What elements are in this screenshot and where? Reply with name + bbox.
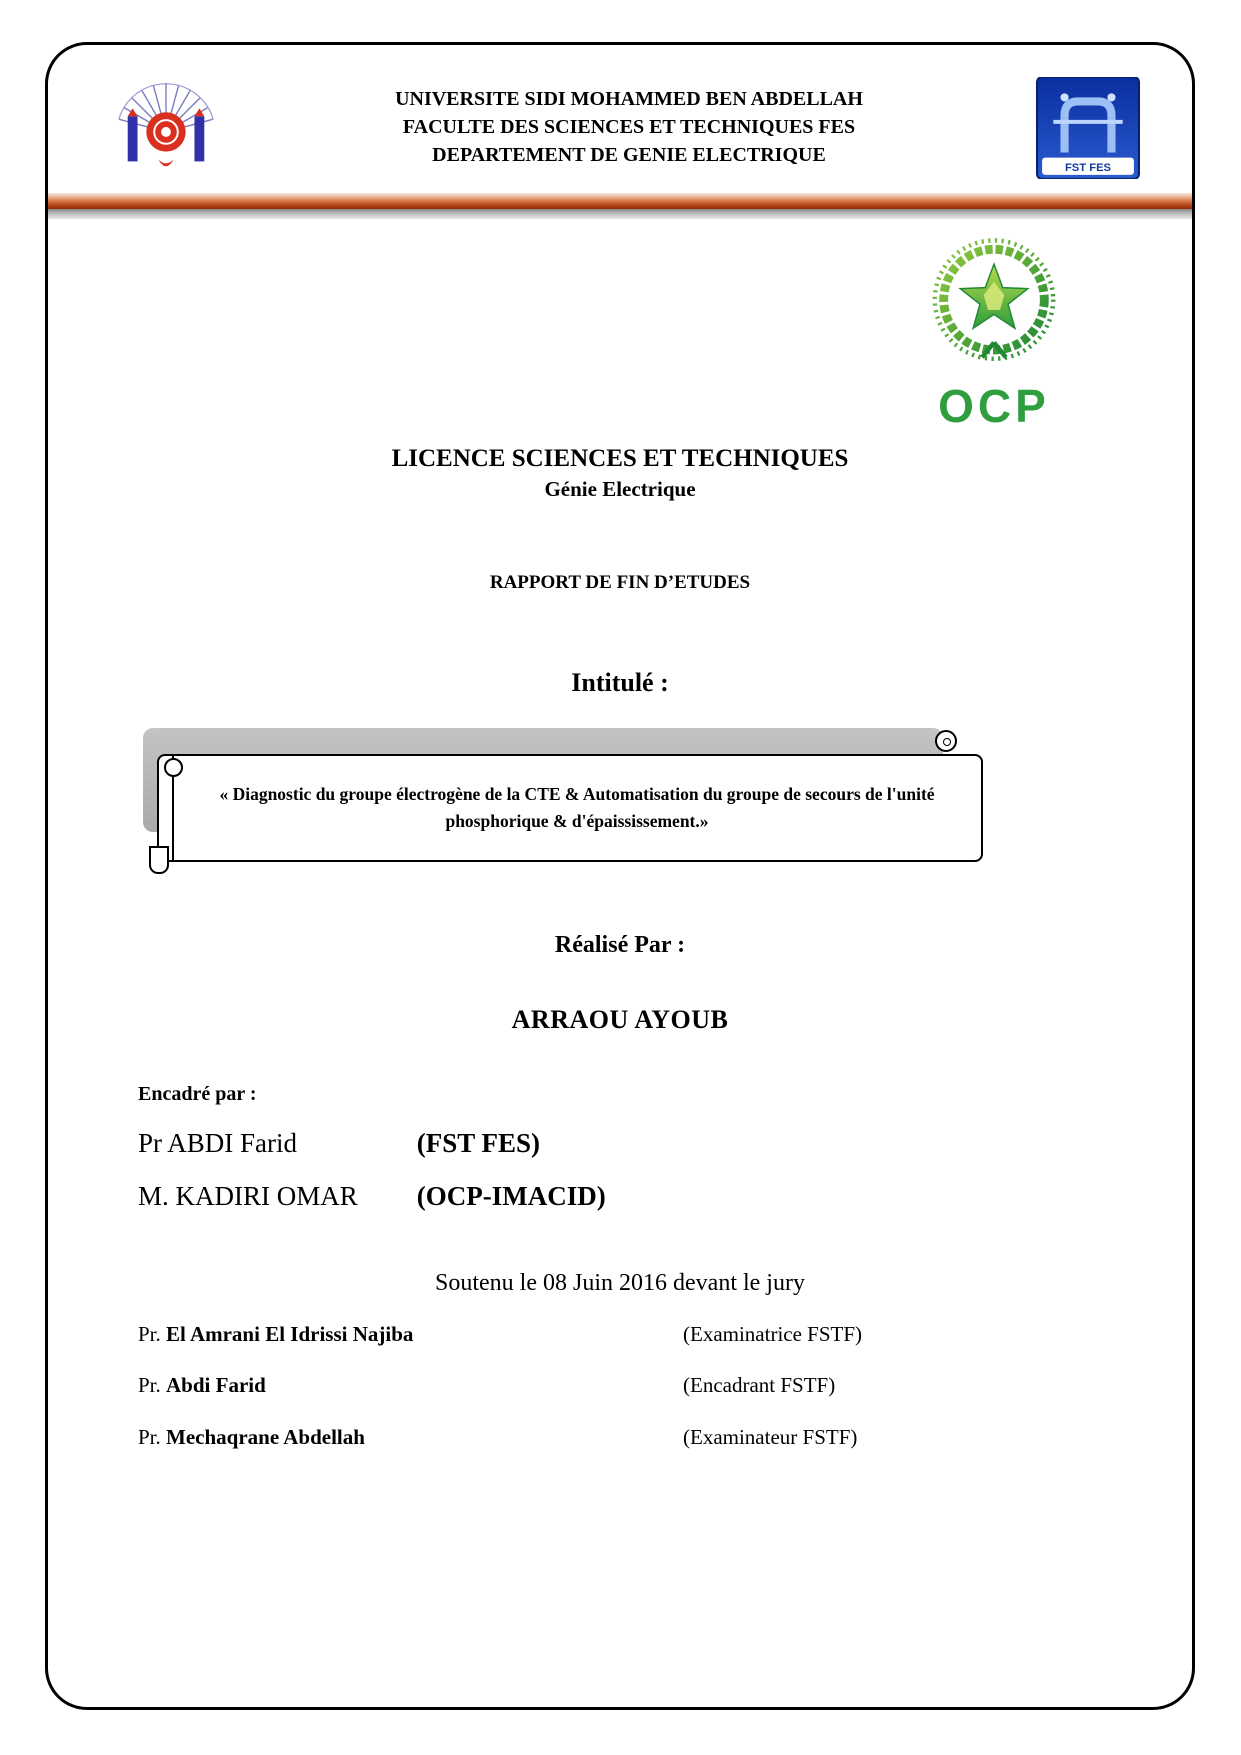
degree-subtitle: Génie Electrique [544,477,696,501]
supervisor-name: M. KADIRI OMAR [138,1181,358,1211]
jury-member-role: (Encadrant FSTF) [683,1373,836,1398]
jury-list [48,1321,1192,1451]
header [48,45,1192,183]
jury-row [48,1321,1192,1348]
page-border [45,42,1195,1710]
faculty-name: FACULTE DES SCIENCES ET TECHNIQUES FES [402,116,856,138]
divider-gray-bar [48,209,1192,219]
report-type: RAPPORT DE FIN D’ETUDES [489,572,751,593]
jury-member-name [138,1424,683,1451]
jury-prefix: Pr. [138,1322,161,1346]
realise-par-label: Réalisé Par : [554,932,686,958]
jury-member-role: (Examinatrice FSTF) [683,1322,863,1346]
intitule-label: Intitulé : [571,668,669,697]
author-name: ARRAOU AYOUB [511,1005,729,1034]
defense-date-line: Soutenu le 08 Juin 2016 devant le jury [435,1270,805,1296]
jury-member-role: (Examinateur FSTF) [683,1424,858,1449]
divider-orange-bar [48,193,1192,209]
department-name: DEPARTEMENT DE GENIE ELECTRIQUE [432,144,826,166]
supervisor-affiliation: (OCP-IMACID) [416,1181,606,1211]
supervisor-row [138,1181,1192,1212]
header-divider [48,193,1192,219]
jury-member-name [138,1372,683,1399]
encadre-par-label: Encadré par : [138,1083,257,1105]
jury-row [48,1372,1192,1399]
ocp-logo [904,233,1084,432]
fst-fes-logo-icon [1036,77,1140,179]
report-title: « Diagnostic du groupe électrogène de la CTE & Automatisation du groupe de secours de l'unité phosphorique & d'épaississement.» [219,783,935,831]
ocp-wordmark: OCP [938,380,1050,432]
jury-name-bold: Abdi Farid [166,1373,266,1398]
institution-heading [222,75,1036,169]
scroll-body [157,754,983,862]
supervisor-name: Pr ABDI Farid [138,1128,298,1158]
supervisors-section [48,1083,1192,1212]
scroll-curl-bottomleft-icon [149,846,169,874]
university-name: UNIVERSITE SIDI MOHAMMED BEN ABDELLAH [395,88,863,110]
jury-member-name [138,1321,683,1348]
supervisor-affiliation: (FST FES) [416,1128,541,1158]
supervisor-row [138,1128,1192,1159]
degree-title: LICENCE SCIENCES ET TECHNIQUES [391,445,849,472]
ocp-wreath-star-icon [918,233,1070,381]
title-scroll-banner [143,728,983,870]
scroll-curl-right-icon [935,730,957,752]
jury-name-bold: El Amrani El Idrissi Najiba [166,1322,414,1346]
fst-logo-label: FST FES [1064,161,1112,174]
scroll-curl-left-icon [172,756,174,860]
jury-row [48,1424,1192,1451]
jury-prefix: Pr. [138,1373,161,1398]
jury-prefix: Pr. [138,1424,161,1449]
university-logo-icon [110,75,222,183]
jury-name-bold: Mechaqrane Abdellah [166,1424,365,1449]
